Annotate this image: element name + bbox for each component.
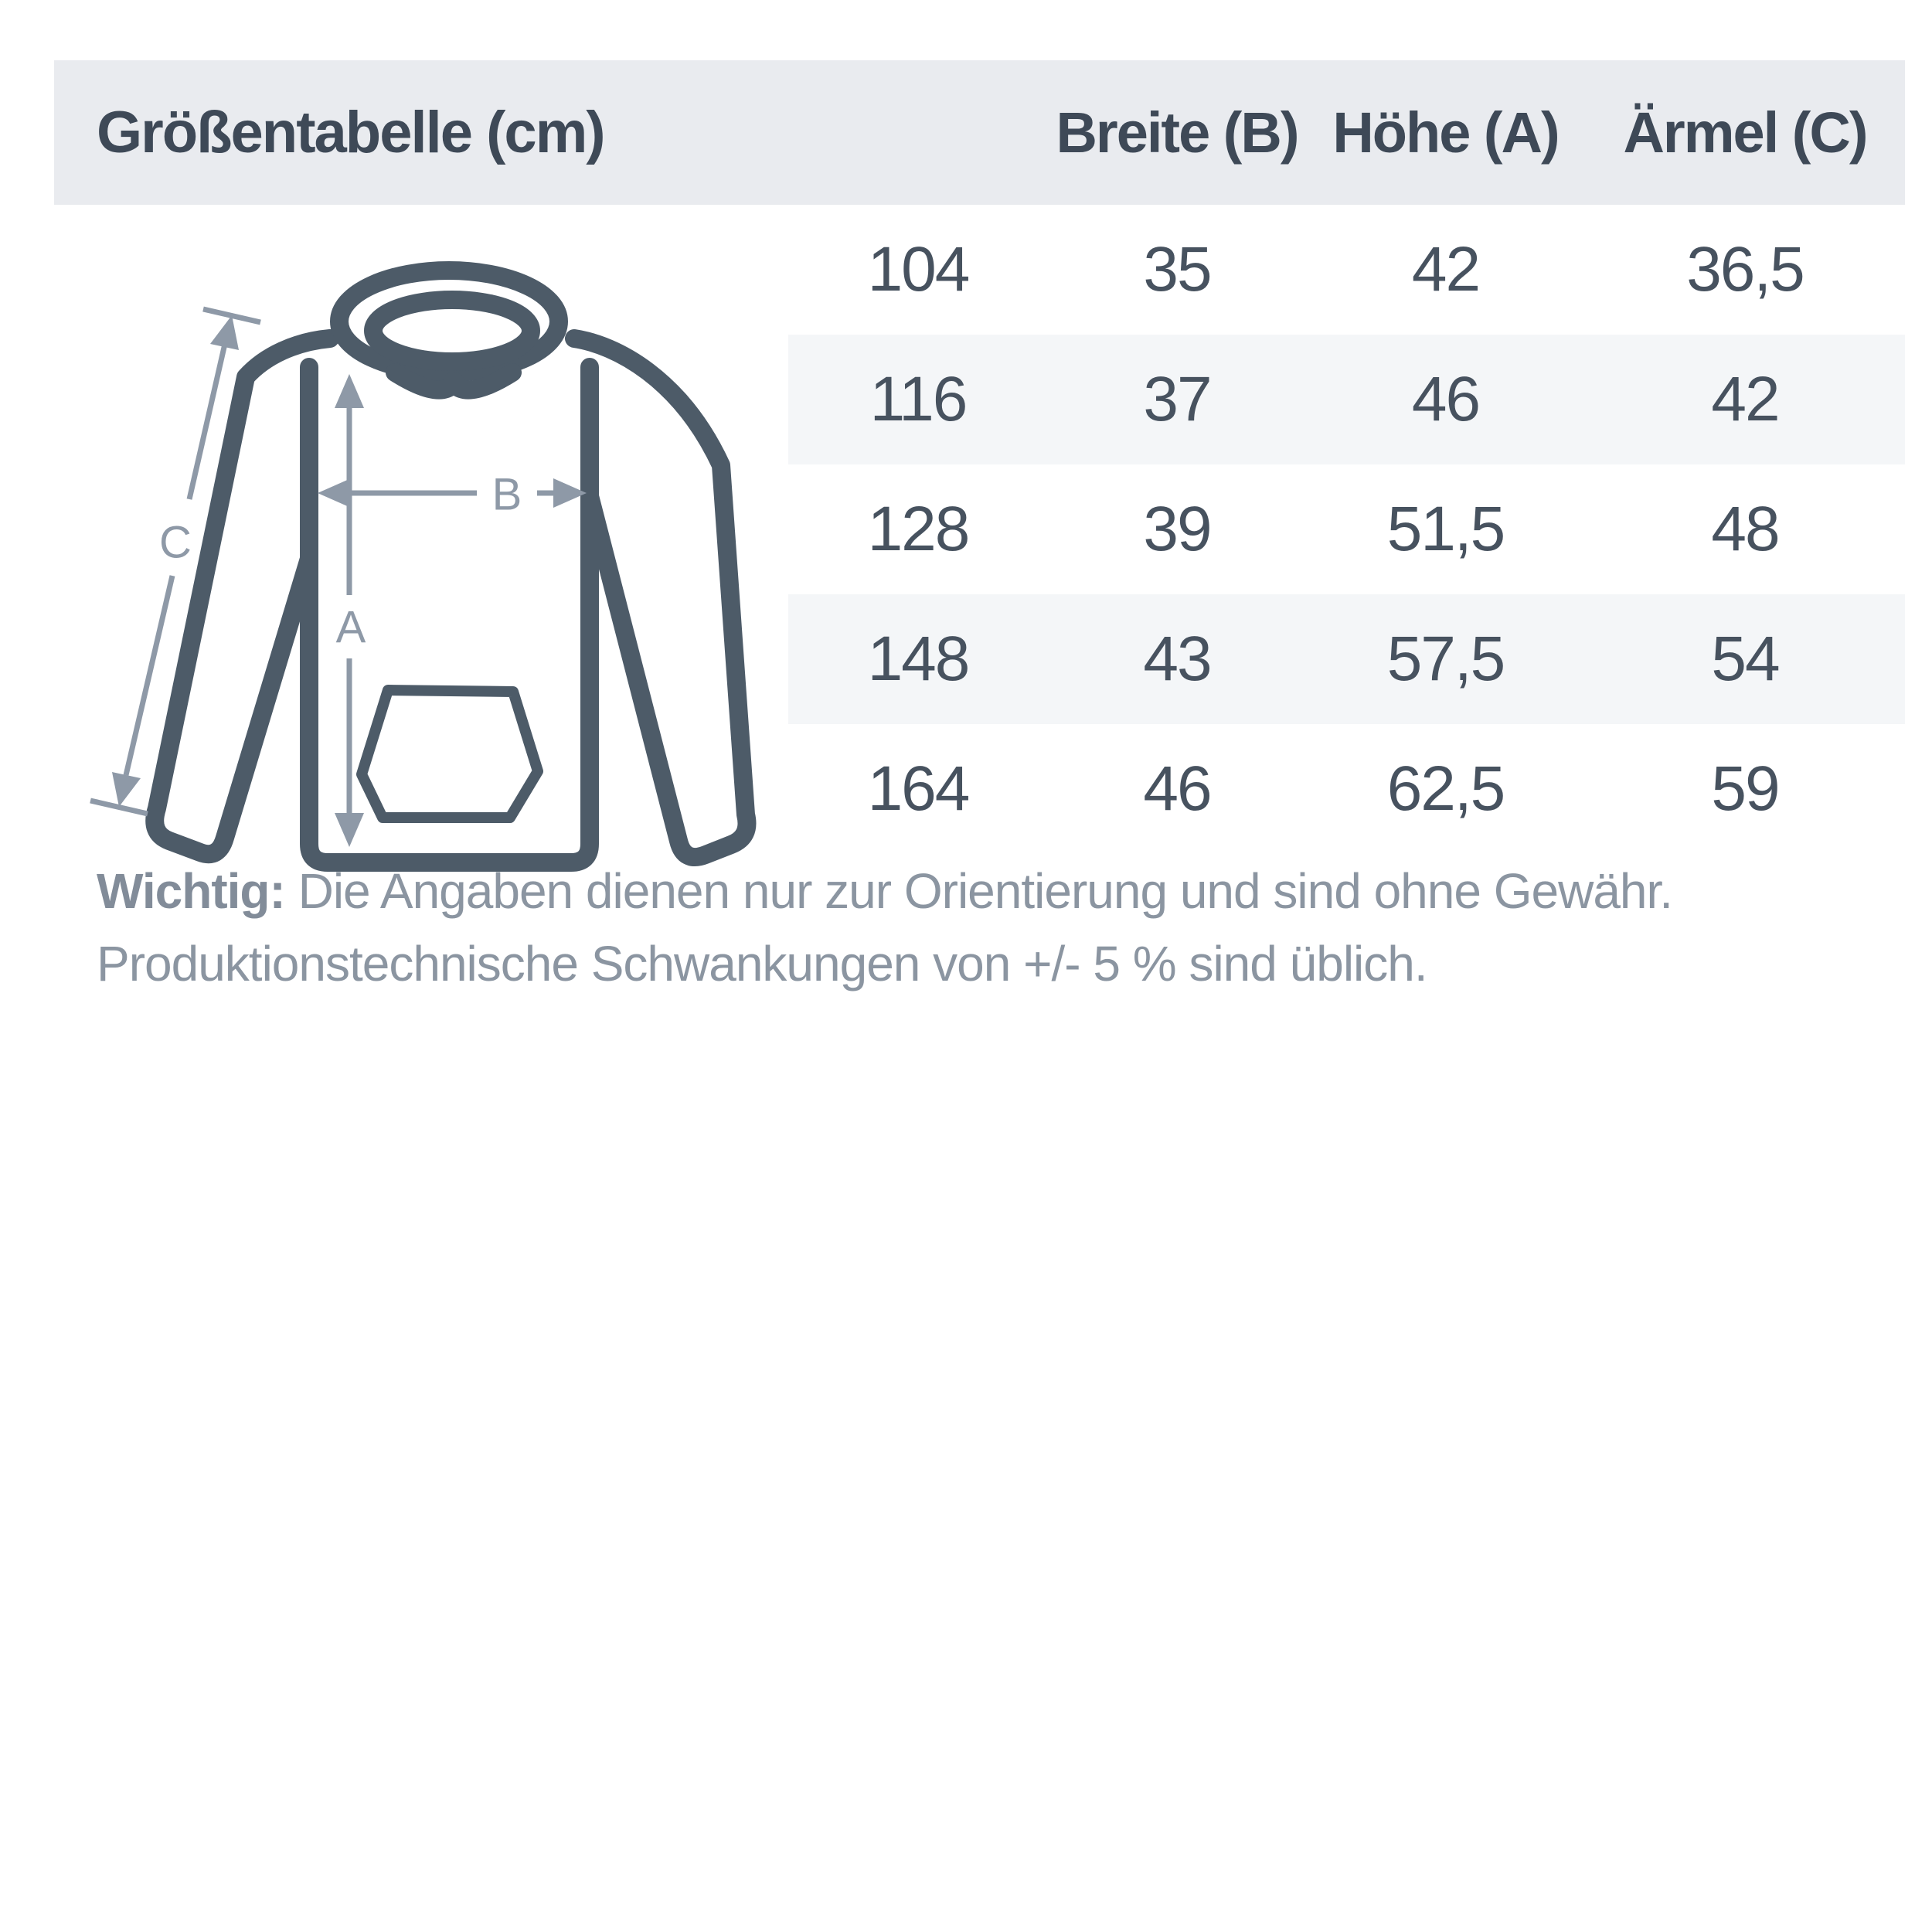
neckline (395, 372, 512, 390)
table-row (788, 464, 1905, 594)
hoodie-measurement-diagram (58, 224, 784, 873)
aermel-cell: 59 (1711, 753, 1779, 824)
measure-arrow-b (318, 478, 587, 508)
column-header-breite: Breite (B) (1056, 100, 1298, 165)
breite-cell: 43 (1143, 624, 1211, 694)
table-row (788, 205, 1905, 335)
hoodie-body-outline (155, 338, 747, 862)
hoehe-cell: 57,5 (1386, 624, 1505, 694)
size-table (788, 205, 1905, 854)
table-row (788, 724, 1905, 854)
hoehe-cell: 51,5 (1386, 494, 1505, 564)
size-cell: 104 (867, 234, 969, 304)
measure-label-b: B (492, 469, 522, 520)
measure-label-c: C (159, 517, 192, 568)
hoehe-cell: 62,5 (1386, 753, 1505, 824)
size-chart-header (54, 60, 1905, 205)
kangaroo-pocket (362, 690, 538, 818)
breite-cell: 35 (1143, 234, 1211, 304)
note-bold-label: Wichtig: (97, 863, 285, 919)
size-cell: 128 (867, 494, 969, 564)
note-line-1 (97, 855, 1874, 927)
breite-cell: 46 (1143, 753, 1211, 824)
size-cell: 164 (867, 753, 969, 824)
hoehe-cell: 46 (1411, 364, 1480, 434)
measure-label-a: A (335, 602, 366, 653)
aermel-cell: 36,5 (1686, 234, 1804, 304)
table-row (788, 594, 1905, 724)
size-cell: 148 (867, 624, 969, 694)
size-cell: 116 (869, 364, 967, 434)
column-header-hoehe: Höhe (A) (1332, 100, 1559, 165)
page-title: Größentabelle (cm) (97, 100, 604, 165)
breite-cell: 39 (1143, 494, 1211, 564)
size-disclaimer-note (97, 855, 1874, 1000)
note-line-2 (97, 927, 1874, 1000)
aermel-cell: 54 (1711, 624, 1779, 694)
hoehe-cell: 42 (1411, 234, 1480, 304)
breite-cell: 37 (1143, 364, 1211, 434)
aermel-cell: 42 (1711, 364, 1779, 434)
table-row (788, 335, 1905, 464)
note-text-2: Produktionstechnische Schwankungen von +/- 5 % sind üblich. (97, 936, 1427, 992)
aermel-cell: 48 (1711, 494, 1779, 564)
note-text-1: Die Angaben dienen nur zur Orientierung und sind ohne Gewähr. (298, 863, 1673, 919)
column-header-aermel: Ärmel (C) (1623, 100, 1867, 165)
